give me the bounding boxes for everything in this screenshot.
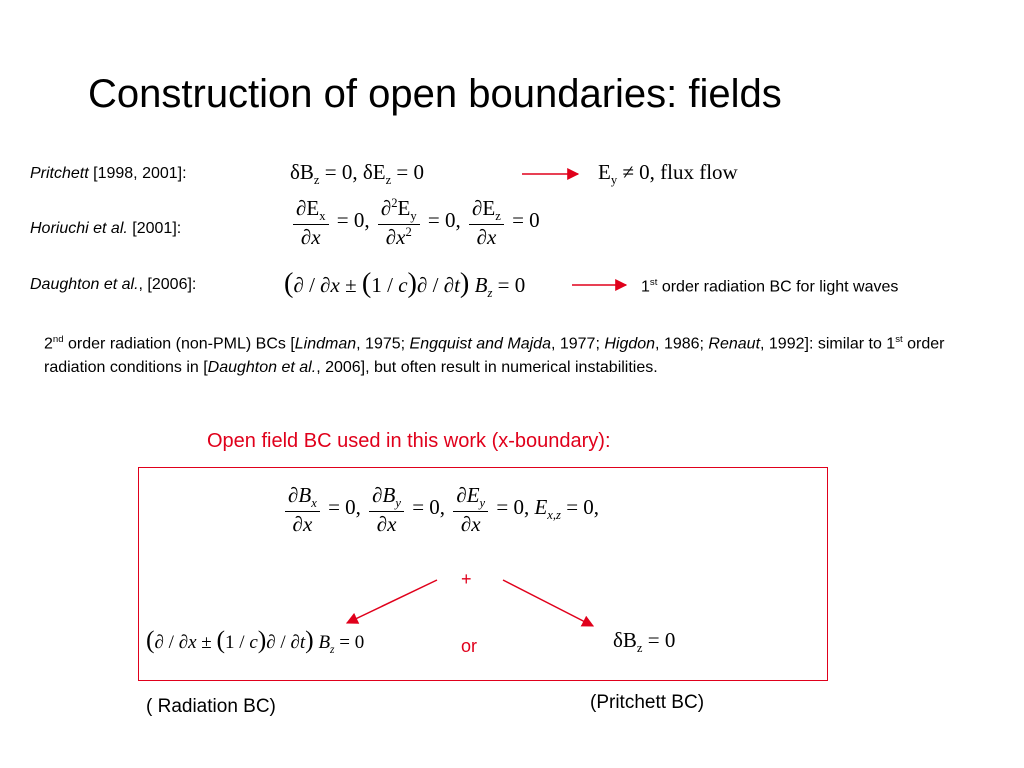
ref-pritchett-years: [1998, 2001]: — [88, 165, 187, 182]
cite-daughton: Daughton et al. — [207, 359, 317, 377]
cite-higdon: Higdon — [604, 335, 656, 353]
arrow-right-branch-icon — [503, 580, 593, 626]
body-paragraph: 2nd order radiation (non-PML) BCs [Lindman, 1975; Engquist and Majda, 1977; Higdon, 1986; Renaut, 1992]: similar to 1st order radiation conditions in [Daughton et al., 2006], but often result in numerical instabilities. — [44, 334, 945, 377]
flux-flow-text: flux flow — [660, 160, 738, 184]
arrow-left-branch-icon — [347, 580, 437, 623]
open-bc-heading: Open field BC used in this work (x-boundary): — [207, 430, 611, 452]
radiation-bc-label: ( Radiation BC) — [146, 696, 276, 717]
ref-horiuchi-years: [2001]: — [127, 220, 182, 237]
ref-pritchett-author: Pritchett — [30, 165, 89, 182]
cite-lindman: Lindman — [294, 335, 357, 353]
cite-renaut: Renaut — [708, 335, 761, 353]
radiation-bc-text: 1st order radiation BC for light waves — [641, 277, 899, 296]
page-title: Construction of open boundaries: fields — [88, 72, 782, 116]
eq-pritchett-bc: $\delta B_z = 0$ — [613, 628, 676, 656]
eq-pritchett: $\delta B_z = 0$, $\delta E_z = 0$ — [290, 160, 425, 188]
ref-daughton-author: Daughton et al. — [30, 276, 139, 293]
pritchett-bc-label: (Pritchett BC) — [590, 692, 705, 713]
eq-open-bc: $\frac{\partial B_x}{\partial x}$ = 0, $\frac{\partial B_y}{\partial x}$ = 0, $\frac{\partial E_y}{\partial x}$ = 0, $E_{x,z} = 0$, — [282, 483, 599, 536]
plus-sign: + — [461, 569, 472, 589]
ref-horiuchi-author: Horiuchi et al. — [30, 220, 128, 237]
cite-engquist: Engquist and Majda — [409, 335, 551, 353]
eq-pritchett-result: $E_y \ne 0$, flux flow — [598, 160, 738, 188]
ref-daughton-years: , [2006]: — [138, 276, 197, 293]
eq-horiuchi: $\frac{\partial E_x}{\partial x}$ = 0, $\frac{\partial^2E_y}{\partial x^2}$ = 0, $\frac{\partial E_z}{\partial x}$ = 0 — [290, 196, 540, 249]
or-text: or — [461, 636, 478, 656]
eq-radiation-bc: (∂ / ∂x ± (1 / c)∂ / ∂t) $B_z = 0$ — [146, 625, 365, 656]
eq-daughton: (∂ / ∂x ± (1 / c)∂ / ∂t) $B_z = 0$ — [284, 268, 526, 301]
